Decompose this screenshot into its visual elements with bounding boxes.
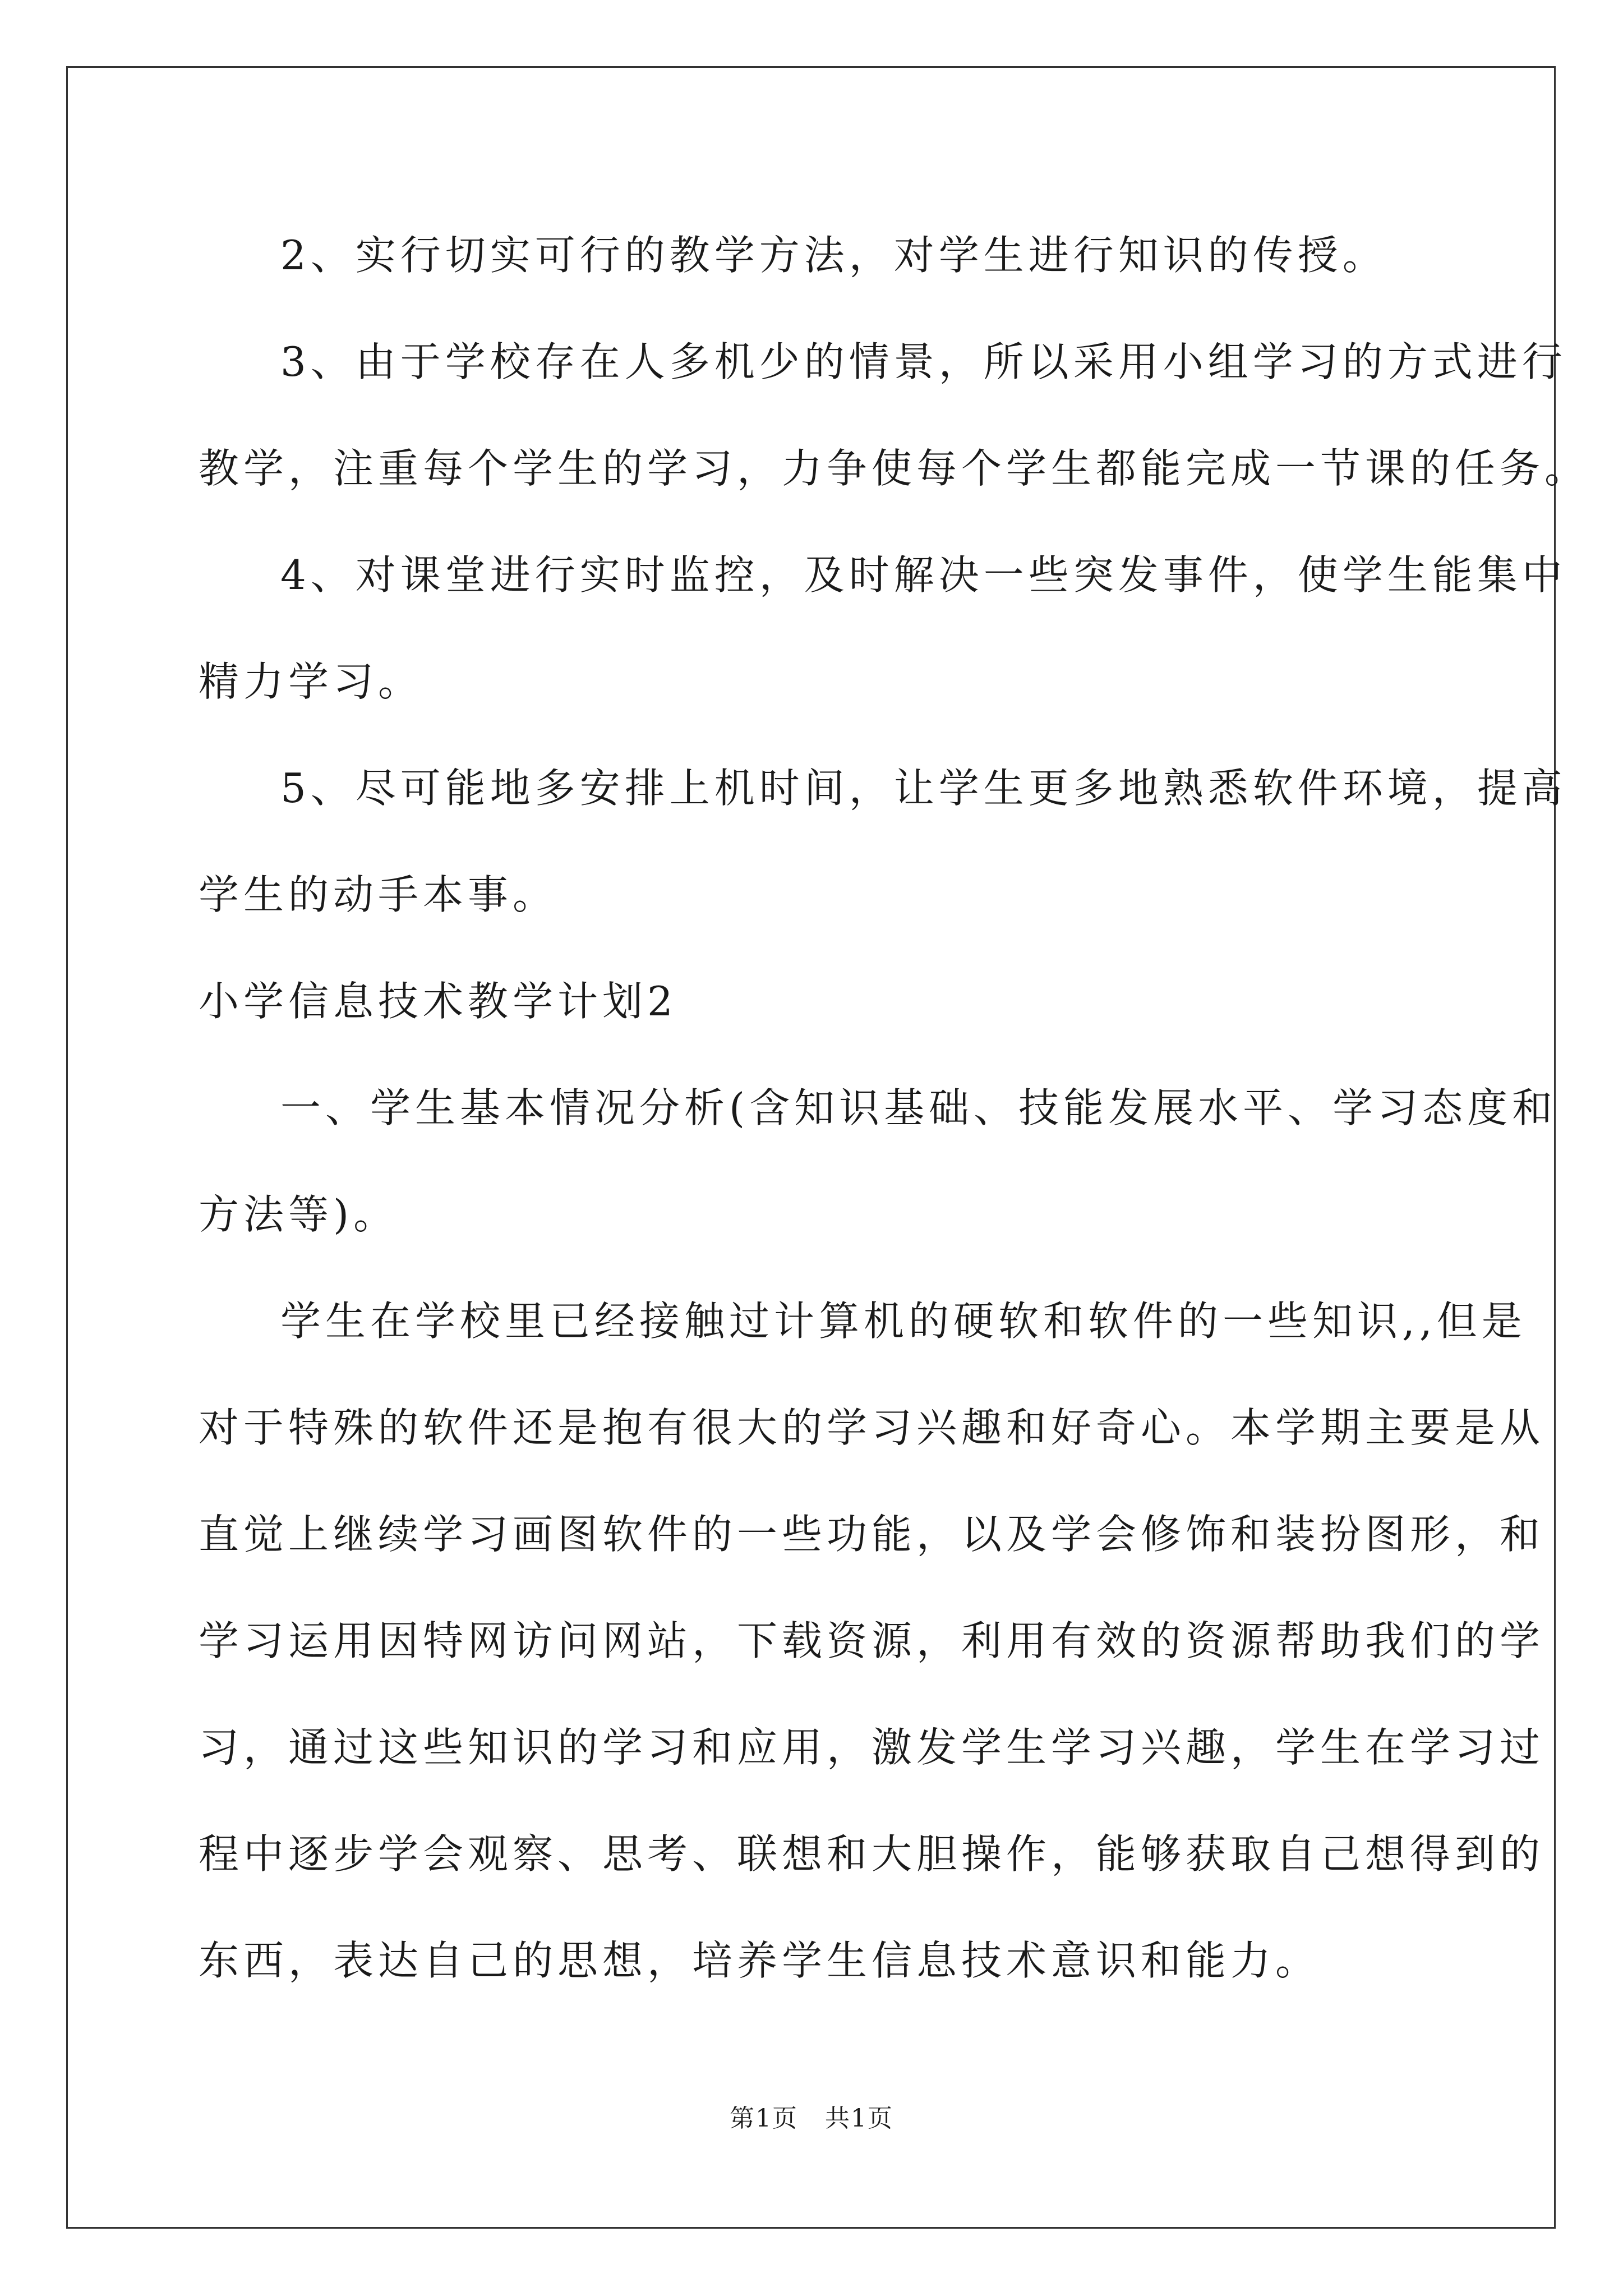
paragraph [199,309,1590,522]
text-line: 学习运用因特网访问网站，下载资源，利用有效的资源帮助我们的学 [199,1617,1545,1664]
paragraph [199,1268,1545,2014]
text-line: 一、学生基本情况分析(含知识基础、技能发展水平、学习态度和 [280,1084,1557,1131]
text-line: 方法等)。 [199,1191,399,1238]
text-line: 5、尽可能地多安排上机时间，让学生更多地熟悉软件环境，提高 [280,765,1567,812]
text-line: 学生在学校里已经接触过计算机的硬软和软件的一些知识,,但是 [280,1297,1527,1345]
paragraph [199,735,1567,948]
text-line: 精力学习。 [199,658,423,705]
paragraph [199,522,1567,735]
paragraph [199,202,1432,309]
section-heading [199,948,1432,1055]
heading-text: 小学信息技术教学计划2 [199,978,677,1025]
page-footer [0,2098,1623,2134]
text-line: 3、由于学校存在人多机少的情景，所以采用小组学习的方式进行 [280,338,1567,385]
text-line: 教学，注重每个学生的学习，力争使每个学生都能完成一节课的任务。 [199,445,1590,492]
text-line: 学生的动手本事。 [199,871,558,918]
text-line: 对于特殊的软件还是抱有很大的学习兴趣和好奇心。本学期主要是从 [199,1404,1545,1451]
text-line: 习，通过这些知识的学习和应用，激发学生学习兴趣，学生在学习过 [199,1724,1545,1771]
page-total: 共1页 [825,2104,893,2133]
page-number: 第1页 [730,2104,798,2133]
text-line: 程中逐步学会观察、思考、联想和大胆操作，能够获取自己想得到的 [199,1830,1545,1878]
document-body [199,202,1590,2014]
text-line: 直觉上继续学习画图软件的一些功能，以及学会修饰和装扮图形，和 [199,1511,1545,1558]
text-line: 东西，表达自己的思想，培养学生信息技术意识和能力。 [199,1937,1321,1984]
text-line: 4、对课堂进行实时监控，及时解决一些突发事件，使学生能集中 [280,551,1567,599]
text-line: 2、实行切实可行的教学方法，对学生进行知识的传授。 [280,232,1387,279]
paragraph [199,1055,1557,1268]
